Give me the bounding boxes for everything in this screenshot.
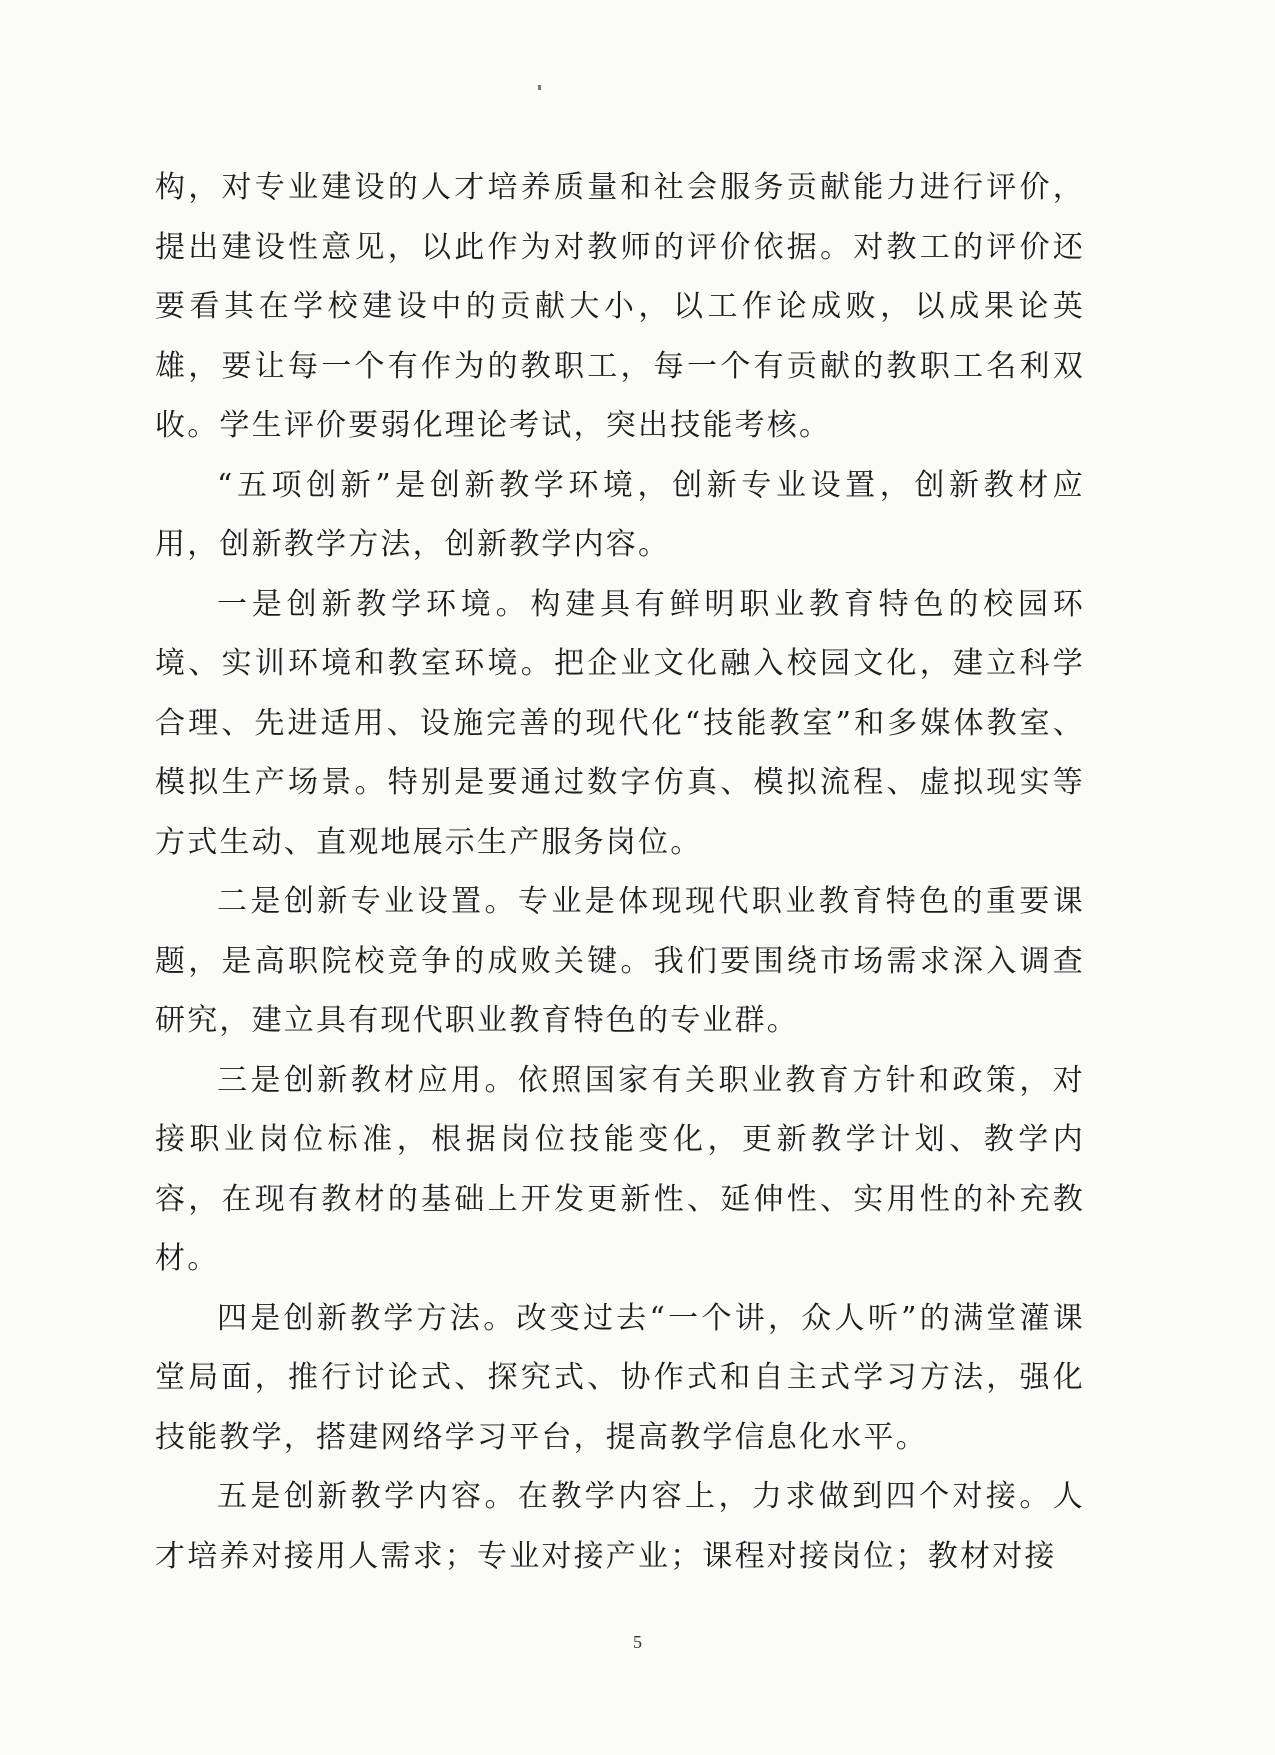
- paragraph-teaching-content: 五是创新教学内容。在教学内容上，力求做到四个对接。人才培养对接用人需求；专业对接产业；课程对接岗位；教材对接: [155, 1479, 1085, 1574]
- paragraph-textbook-application: 三是创新教材应用。依照国家有关职业教育方针和政策，对接职业岗位标准，根据岗位技能变化，更新教学计划、教学内容，在现有教材的基础上开发更新性、延伸性、实用性的补充教材。: [155, 1062, 1085, 1276]
- paragraph-five-innovations: “五项创新”是创新教学环境，创新专业设置，创新教材应用，创新教学方法，创新教学内容。: [155, 467, 1085, 562]
- paragraph-teaching-method: 四是创新教学方法。改变过去“一个讲，众人听”的满堂灌课堂局面，推行讨论式、探究式、协作式和自主式学习方法，强化技能教学，搭建网络学习平台，提高教学信息化水平。: [155, 1300, 1085, 1455]
- paragraph-program-setting: 二是创新专业设置。专业是体现现代职业教育特色的重要课题，是高职院校竞争的成败关键。我们要围绕市场需求深入调查研究，建立具有现代职业教育特色的专业群。: [155, 884, 1085, 1038]
- paragraph-continuation: 构，对专业建设的人才培养质量和社会服务贡献能力进行评价，提出建设性意见，以此作为对教师的评价依据。对教工的评价还要看其在学校建设中的贡献大小，以工作论成败，以成果论英雄，要让每一个有作为的教职工，每一个有贡献的教职工名利双收。学生评价要弱化理论考试，突出技能考核。: [155, 170, 1085, 443]
- paragraph-teaching-environment: 一是创新教学环境。构建具有鲜明职业教育特色的校园环境、实训环境和教室环境。把企业文化融入校园文化，建立科学合理、先进适用、设施完善的现代化“技能教室”和多媒体教室、模拟生产场景。特别是要通过数字仿真、模拟流程、虚拟现实等方式生动、直观地展示生产服务岗位。: [155, 586, 1085, 860]
- scan-speck: [538, 85, 541, 90]
- body-text: [155, 158, 1085, 1586]
- page-number: 5: [633, 1632, 642, 1652]
